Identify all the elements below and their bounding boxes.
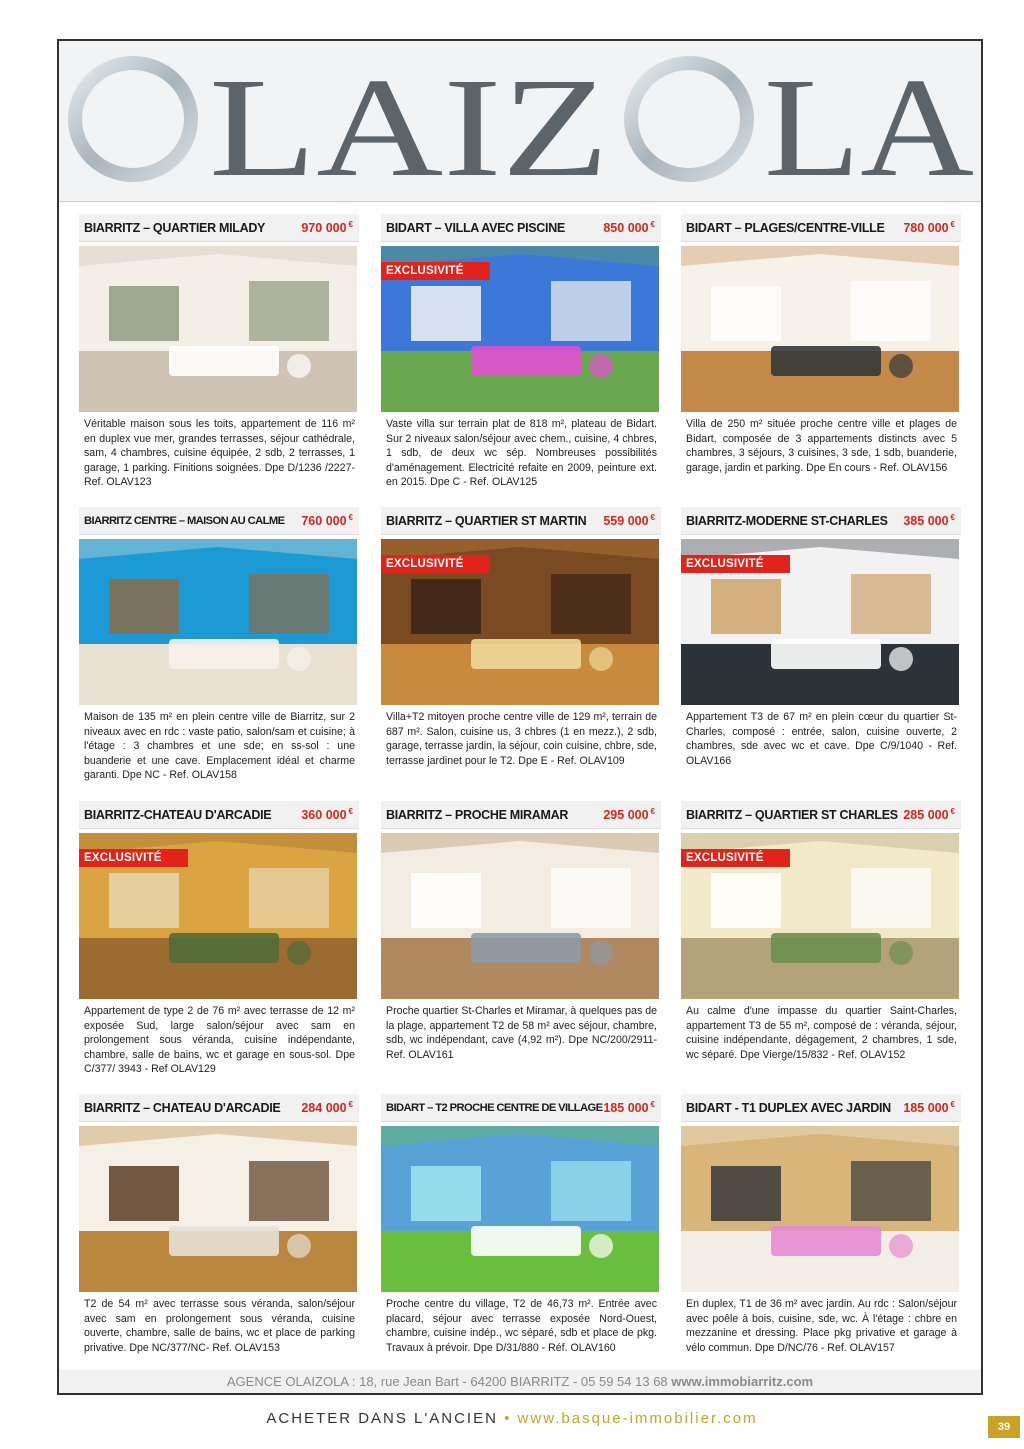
currency-symbol: € [650, 1099, 655, 1109]
agency-website[interactable]: www.immobiarritz.com [671, 1374, 814, 1389]
currency-symbol: € [950, 1099, 955, 1109]
listing-photo-image [381, 833, 659, 999]
listing-price [301, 807, 353, 822]
listing-card[interactable] [381, 801, 661, 1062]
price-value: 185 000 [603, 1101, 649, 1116]
listing-header [79, 801, 359, 829]
page-footer [0, 1410, 1024, 1440]
listing-title: BIDART - T1 DUPLEX AVEC JARDIN [686, 1100, 891, 1115]
listing-title: BIARRITZ – PROCHE MIRAMAR [386, 807, 569, 822]
listing-price [903, 220, 955, 235]
currency-symbol: € [348, 512, 353, 522]
footer-website[interactable]: www.basque-immobilier.com [517, 1410, 758, 1427]
exclusive-badge: EXCLUSIVITÉ [681, 555, 790, 573]
exclusive-badge: EXCLUSIVITÉ [381, 555, 490, 573]
listing-price [603, 513, 655, 528]
price-value: 559 000 [603, 514, 649, 529]
exclusive-badge: EXCLUSIVITÉ [79, 849, 188, 867]
listing-photo-image [381, 1126, 659, 1292]
listing-price [301, 1100, 353, 1115]
listing-title: BIARRITZ – QUARTIER MILADY [84, 220, 266, 235]
listing-photo[interactable] [79, 1126, 357, 1292]
listing-price [603, 220, 655, 235]
exclusive-badge: EXCLUSIVITÉ [681, 849, 790, 867]
currency-symbol: € [650, 219, 655, 229]
listing-description: Vaste villa sur terrain plat de 818 m², plateau de Bidart. Sur 2 niveaux salon/séjour avec chem., cuisine, 4 chbres, 1 sdb, de deux wc sép. Nombreuses possibilités d'aménagement. Electricité refaite en 2009, peinture ext. en 2015. Dpe C - Ref. OLAV125 [386, 418, 657, 489]
listing-title: BIDART – T2 PROCHE CENTRE DE VILLAGE [386, 1101, 603, 1114]
listing-price [903, 513, 955, 528]
currency-symbol: € [950, 219, 955, 229]
listing-photo-image [79, 1126, 357, 1292]
page-number: 39 [988, 1416, 1020, 1438]
listing-price [903, 807, 955, 822]
listing-title: BIARRITZ – QUARTIER ST MARTIN [386, 513, 587, 528]
listing-photo-image [79, 246, 357, 412]
currency-symbol: € [650, 806, 655, 816]
agency-address: AGENCE OLAIZOLA : 18, rue Jean Bart - 64200 BIARRITZ - 05 59 54 13 68 [226, 1374, 668, 1389]
listing-card[interactable] [681, 1094, 961, 1355]
listing-title: BIARRITZ-MODERNE ST-CHARLES [686, 513, 888, 528]
listing-header [381, 801, 661, 829]
listing-card[interactable] [79, 1094, 359, 1355]
listing-description: T2 de 54 m² avec terrasse sous véranda, salon/séjour avec sam en prolongement sous véranda, cuisine ouverte, chambre, salle de bains, wc et place de parking privative. Dpe NC/377/NC- Ref. OLAV153 [84, 1298, 355, 1354]
listing-header [681, 1094, 961, 1122]
price-value: 360 000 [301, 808, 347, 823]
listing-title: BIARRITZ – CHATEAU D'ARCADIE [84, 1100, 281, 1115]
listing-description: Appartement T3 de 67 m² en plein cœur du quartier St-Charles, composé : entrée, salon, cuisine ouverte, 2 chambres, sde avec wc et cave. Dpe C/9/1040 - Ref. OLAV166 [686, 711, 957, 767]
brand-logo [59, 41, 981, 202]
listing-photo[interactable] [681, 539, 959, 705]
agency-contact-bar [59, 1370, 981, 1393]
listing-title: BIARRITZ CENTRE – MAISON AU CALME [84, 514, 285, 527]
listing-card[interactable] [381, 1094, 661, 1355]
listing-photo[interactable] [381, 539, 659, 705]
listing-photo-image [681, 1126, 959, 1292]
listing-description: Proche centre du village, T2 de 46,73 m². Entrée avec placard, séjour avec terrasse exposée Nord-Ouest, chambre, cuisine indép., wc séparé, sdb et place de pkg. Travaux à prévoir. Dpe D/31/880 - Réf. OLAV160 [386, 1298, 657, 1354]
listing-card[interactable] [79, 507, 359, 783]
logo-graphic [59, 41, 981, 201]
listing-description: Appartement de type 2 de 76 m² avec terrasse de 12 m² exposée Sud, large salon/séjour avec sam en prolongement sous véranda, cuisine indépendante, chambre, salle de bains, wc et garage en sous-sol. Dpe C/377/ 3943 - Ref OLAV129 [84, 1005, 355, 1076]
listing-header [79, 214, 359, 242]
listing-header [79, 507, 359, 535]
listing-header [381, 507, 661, 535]
listing-photo[interactable] [681, 1126, 959, 1292]
price-value: 185 000 [903, 1101, 949, 1116]
listing-description: Proche quartier St-Charles et Miramar, à quelques pas de la plage, appartement T2 de 58 m² avec séjour, chambre, sdb, wc indépendant, cave (4,92 m²). Dpe NC/200/2911- Ref. OLAV161 [386, 1005, 657, 1061]
listing-card[interactable] [681, 507, 961, 768]
price-value: 285 000 [903, 808, 949, 823]
price-value: 295 000 [603, 808, 649, 823]
price-value: 284 000 [301, 1101, 347, 1116]
listing-header [681, 214, 961, 242]
listing-title: BIDART – VILLA AVEC PISCINE [386, 220, 565, 235]
price-value: 385 000 [903, 514, 949, 529]
listing-photo[interactable] [79, 539, 357, 705]
listing-title: BIARRITZ – QUARTIER ST CHARLES [686, 807, 898, 822]
listing-photo-image [79, 539, 357, 705]
footer-section-title: ACHETER DANS L'ANCIEN [266, 1410, 498, 1427]
listing-card[interactable] [381, 214, 661, 490]
listing-header [681, 507, 961, 535]
listing-price [603, 807, 655, 822]
listing-description: Véritable maison sous les toits, appartement de 116 m² en duplex vue mer, grandes terrasses, séjour cathédrale, sam, 4 chambres, cuisine équipée, 2 sdb, 2 terrasses, 1 garage, 1 parking. Finitions soignées. Dpe D/1236 /2227- Ref. OLAV123 [84, 418, 355, 489]
currency-symbol: € [348, 1099, 353, 1109]
logo-letters-left: LAIZ [209, 48, 609, 201]
listing-card[interactable] [681, 801, 961, 1062]
price-value: 970 000 [301, 221, 347, 236]
listing-photo[interactable] [381, 246, 659, 412]
price-value: 850 000 [603, 221, 649, 236]
listing-header [381, 214, 661, 242]
listing-card[interactable] [79, 214, 359, 490]
listing-header [681, 801, 961, 829]
listing-photo[interactable] [381, 1126, 659, 1292]
currency-symbol: € [650, 512, 655, 522]
listing-price [903, 1100, 955, 1115]
listing-card[interactable] [681, 214, 961, 475]
listing-photo[interactable] [79, 833, 357, 999]
exclusive-badge: EXCLUSIVITÉ [381, 262, 490, 280]
price-value: 760 000 [301, 514, 347, 529]
listing-price [301, 513, 353, 528]
listing-card[interactable] [79, 801, 359, 1077]
currency-symbol: € [348, 806, 353, 816]
listing-photo[interactable] [681, 246, 959, 412]
currency-symbol: € [950, 512, 955, 522]
listing-photo-image [681, 246, 959, 412]
price-value: 780 000 [903, 221, 949, 236]
listing-description: Villa+T2 mitoyen proche centre ville de 129 m², terrain de 687 m². Salon, cuisine us, 3 chbres (1 en mezz.), 2 sdb, garage, terrasse jardin, la séjour, coin cuisine, chbre, sde, terrasse jardinet pour le T2. Dpe E - Ref. OLAV109 [386, 711, 657, 767]
listing-header [79, 1094, 359, 1122]
listing-description: Maison de 135 m² en plein centre ville de Biarritz, sur 2 niveaux avec en rdc : vaste patio, salon/sam et cuisine; à l'étage : 3 chambres et une sde; en ss-sol : une buanderie et une cave. Emplacement idéal et charme garanti. Dpe NC - Ref. OLAV158 [84, 711, 355, 782]
listing-title: BIARRITZ-CHATEAU D'ARCADIE [84, 807, 272, 822]
listing-photo[interactable] [381, 833, 659, 999]
listing-header [381, 1094, 661, 1122]
currency-symbol: € [950, 806, 955, 816]
listing-photo[interactable] [79, 246, 357, 412]
footer-bullet: • [504, 1410, 512, 1427]
listing-description: Au calme d'une impasse du quartier Saint-Charles, appartement T3 de 55 m², composé de : véranda, séjour, cuisine indépendante, dégagement, 2 chambres, 1 sde, wc séparé. Dpe Vierge/15/832 - Ref. OLAV152 [686, 1005, 957, 1061]
listing-description: En duplex, T1 de 36 m² avec jardin. Au rdc : Salon/séjour avec poêle à bois, cuisine, sde, wc. À l'étage : chbre en mezzanine et dressing. Place pkg privative et garage à vélo commun. Dpe D/NC/76 - Ref. OLAV157 [686, 1298, 957, 1354]
listing-price [301, 220, 353, 235]
listing-description: Villa de 250 m² située proche centre ville et plages de Bidart, composée de 3 appartements distincts avec 5 chambres, 3 séjours, 3 cuisines, 3 sde, 1 sdb, buanderie, garage, jardin et parking. Dpe En cours - Ref. OLAV156 [686, 418, 957, 474]
listing-photo[interactable] [681, 833, 959, 999]
listing-title: BIDART – PLAGES/CENTRE-VILLE [686, 220, 885, 235]
logo-letters-right: LA [764, 48, 974, 201]
currency-symbol: € [348, 219, 353, 229]
listing-price [603, 1100, 655, 1115]
listing-card[interactable] [381, 507, 661, 768]
